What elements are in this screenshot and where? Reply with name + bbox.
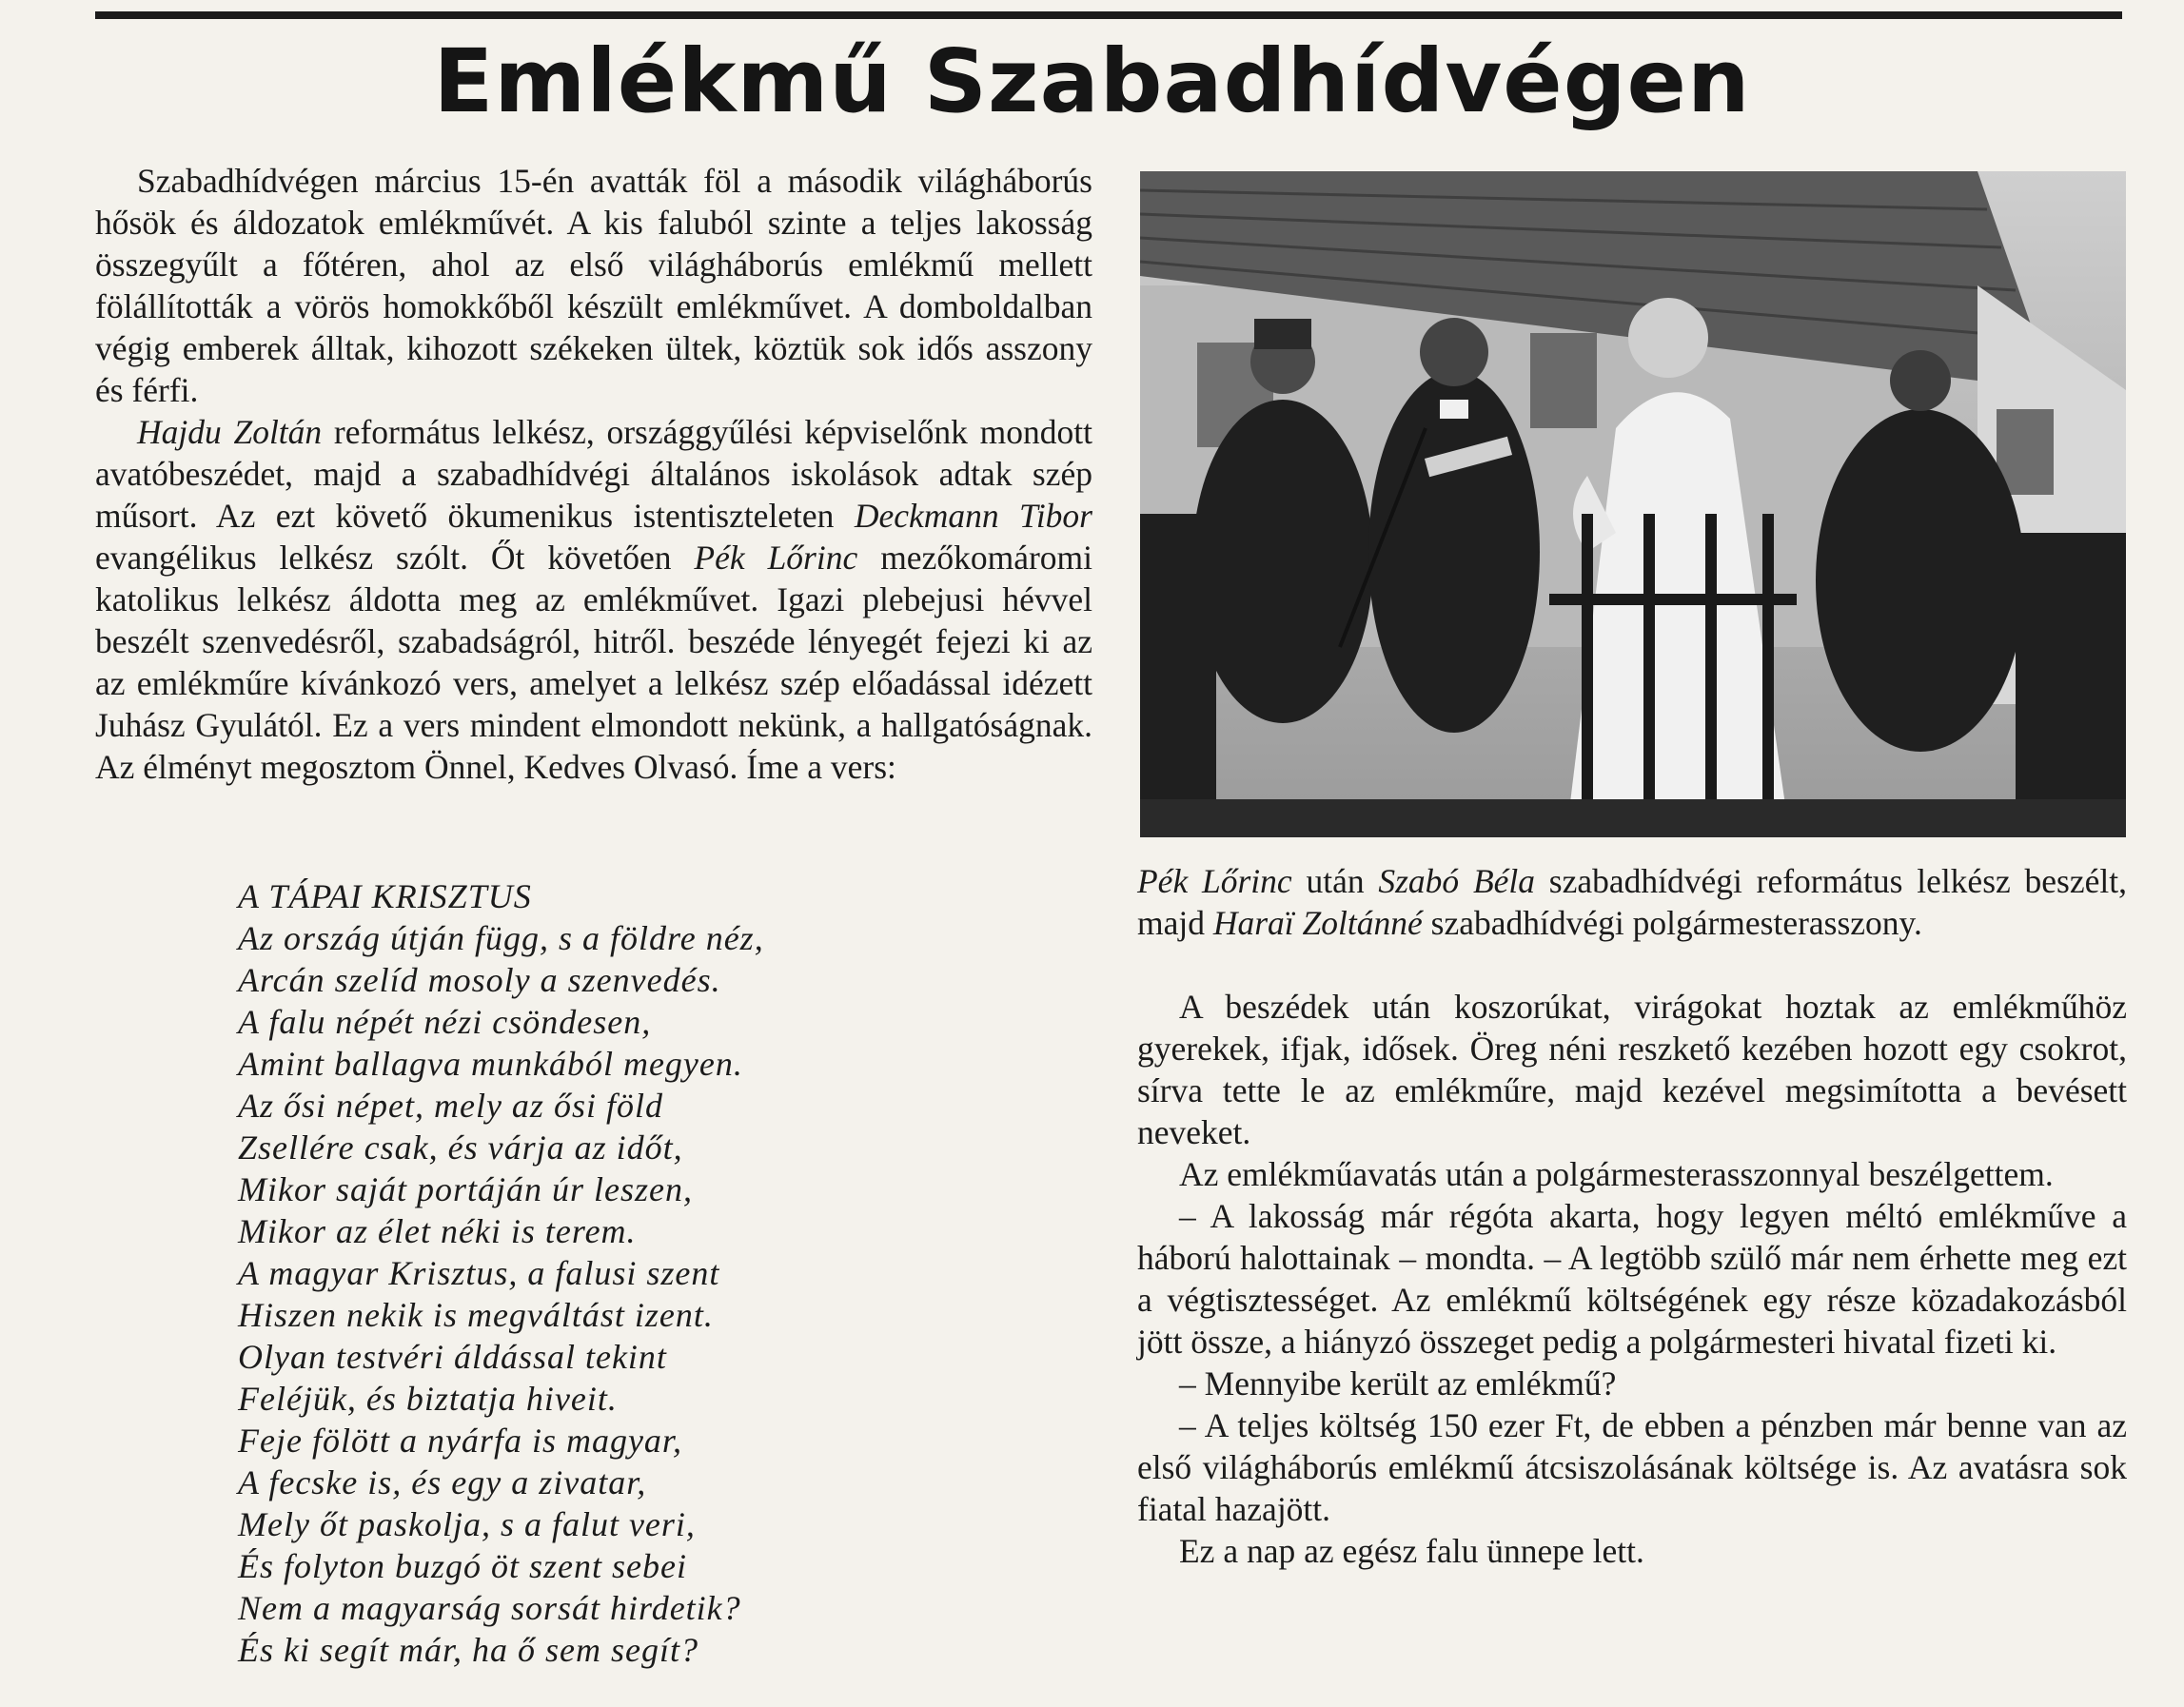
poem-line: A magyar Krisztus, a falusi szent: [238, 1254, 720, 1292]
poem-line: A fecske is, és egy a zivatar,: [238, 1463, 647, 1501]
left-column: [95, 160, 1092, 788]
paragraph: A beszédek után koszorúkat, virágokat hoztak az emlékműhöz gyerekek, ifjak, idősek. Öreg néni reszkető kezében hozott egy csokrot, sírva tette le az emlékműre, majd kezével megsimította a bevésett neveket.: [1137, 988, 2127, 1151]
poem-line: Olyan testvéri áldással tekint: [238, 1338, 667, 1376]
person-name: Szabó Béla: [1378, 862, 1536, 900]
poem-line: Mikor saját portáján úr leszen,: [238, 1170, 693, 1208]
poem-line: Hiszen nekik is megváltást izent.: [238, 1296, 714, 1334]
poem-line: Amint ballagva munkából megyen.: [238, 1045, 743, 1083]
paragraph: Szabadhídvégen március 15-én avatták föl a második világháborús hősök és áldozatok emlékművét. A kis faluból szinte a teljes lakosság összegyűlt a főtéren, ahol az első világháborús emlékmű mellett fölállították a vörös homokkőből készült emlékművet. A domboldalban végig emberek álltak, kihozott székeken ültek, köztük sok idős asszony és férfi.: [95, 162, 1092, 409]
ceremony-photo: [1140, 171, 2126, 837]
text: evangélikus lelkész szólt. Őt követően: [95, 539, 695, 577]
paragraph: – A teljes költség 150 ezer Ft, de ebben a pénzben már benne van az első világháborús emlékmű átcsiszolásának költsége is. Az avatásra sok fiatal hazajött.: [1137, 1406, 2127, 1528]
paragraph: – Mennyibe került az emlékmű?: [1179, 1364, 1617, 1403]
poem-line: Zsellére csak, és várja az időt,: [238, 1128, 683, 1167]
paragraph: – A lakosság már régóta akarta, hogy legyen méltó emlékműve a háború halottainak – mondta. – A legtöbb szülő már nem érhette meg ezt a végtisztességet. Az emlékmű költségének egy része közadakozásból jött össze, a hiányzó összeget pedig a polgármesteri hivatal fizeti ki.: [1137, 1197, 2127, 1361]
top-rule: [95, 11, 2122, 19]
poem: [238, 875, 1075, 1671]
person-name: Pék Lőrinc: [1137, 862, 1292, 900]
text: szabadhídvégi református lelkész beszélt, majd: [1137, 862, 2127, 942]
poem-line: Feje fölött a nyárfa is magyar,: [238, 1422, 682, 1460]
text: református lelkész, országgyűlési képviselőnk mondott avatóbeszédet, majd a szabadhídvégi általános iskolások adtak szép műsort. Az ezt követő ökumenikus istentiszteleten: [95, 413, 1092, 535]
poem-line: Nem a magyarság sorsát hirdetik?: [238, 1589, 741, 1627]
photo-illustration: [1140, 171, 2126, 837]
person-name: Deckmann Tibor: [854, 497, 1093, 535]
right-column: [1137, 986, 2127, 1572]
person-name: Hajdu Zoltán: [137, 413, 323, 451]
caption-text: [1137, 860, 2127, 944]
poem-title: A TÁPAI KRISZTUS: [238, 877, 532, 915]
poem-line: És folyton buzgó öt szent sebei: [238, 1547, 687, 1585]
poem-line: A falu népét nézi csöndesen,: [238, 1003, 652, 1041]
text: után: [1291, 862, 1379, 900]
paragraph: [95, 411, 1092, 788]
poem-line: És ki segít már, ha ő sem segít?: [238, 1631, 698, 1669]
poem-line: Mikor az élet néki is terem.: [238, 1212, 637, 1250]
person-name: Pék Lőrinc: [694, 539, 858, 577]
headline: Emlékmű Szabadhídvégen: [433, 30, 1751, 132]
poem-line: Mely őt paskolja, s a falut veri,: [238, 1505, 696, 1543]
paragraph: Ez a nap az egész falu ünnepe lett.: [1179, 1532, 1644, 1570]
text: szabadhídvégi polgármesterasszony.: [1422, 904, 1922, 942]
text: mezőkomáromi katolikus lelkész áldotta meg az emlékművet. Igazi plebejusi hévvel beszélt szenvedésről, szabadságról, hitről. beszéde lényegét fejezi ki az az emlékműre kívánkozó vers, amelyet a lelkész szép előadással idézett Juhász Gyulától. Ez a vers mindent elmondott nekünk, a hallgatóságnak. Az élményt megosztom Önnel, Kedves Olvasó. Íme a vers:: [95, 539, 1092, 786]
paragraph: Az emlékműavatás után a polgármesterasszonnyal beszélgettem.: [1179, 1155, 2054, 1193]
person-name: Haraï Zoltánné: [1212, 904, 1423, 942]
poem-line: Az ősi népet, mely az ősi föld: [238, 1087, 663, 1125]
photo-caption: [1137, 860, 2127, 944]
poem-line: Arcán szelíd mosoly a szenvedés.: [238, 961, 721, 999]
poem-line: Az ország útján függ, s a földre néz,: [238, 919, 764, 957]
poem-line: Feléjük, és biztatja hiveit.: [238, 1380, 618, 1418]
